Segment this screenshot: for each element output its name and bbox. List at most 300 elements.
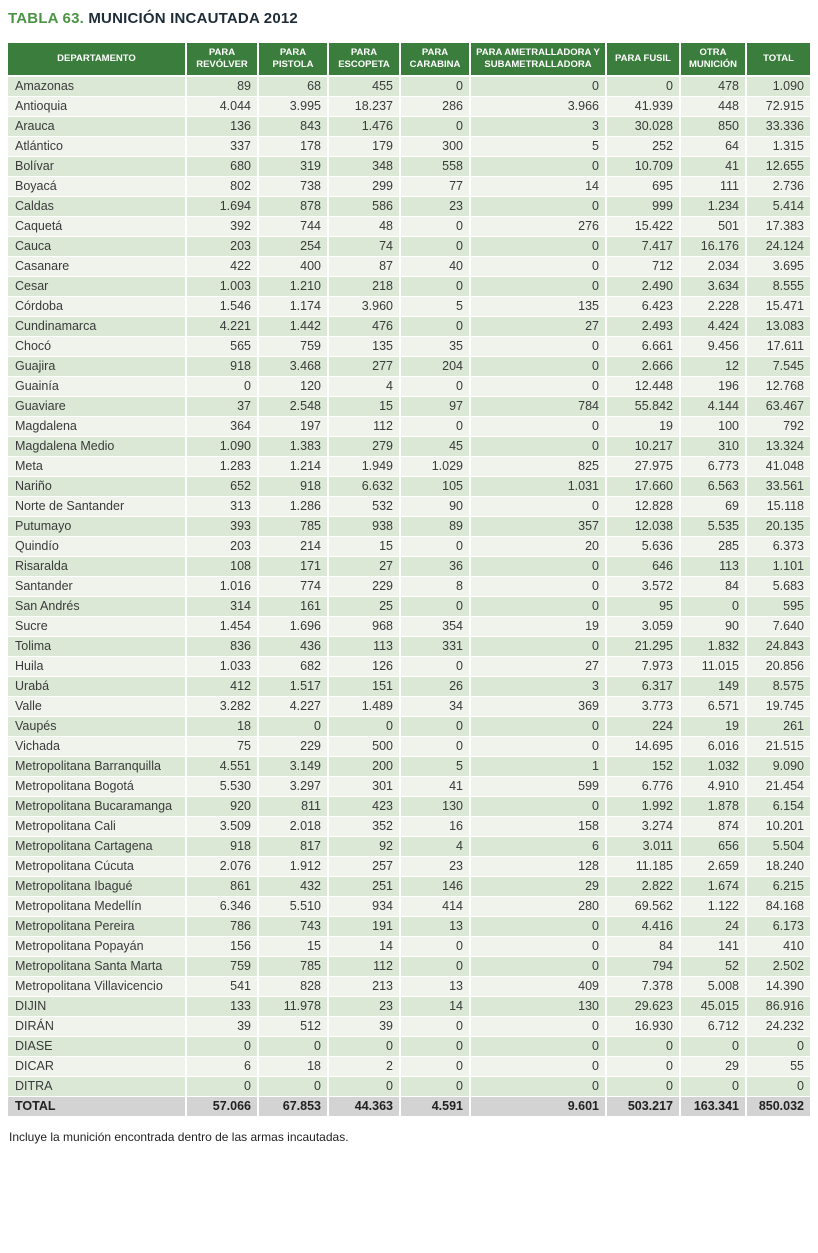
value-cell: 4.227 [258, 696, 328, 716]
value-cell: 599 [470, 776, 606, 796]
value-cell: 84 [606, 936, 680, 956]
value-cell: 1 [470, 756, 606, 776]
value-cell: 1.174 [258, 296, 328, 316]
value-cell: 920 [186, 796, 258, 816]
department-cell: Amazonas [8, 76, 186, 96]
department-cell: DIRÁN [8, 1016, 186, 1036]
value-cell: 30.028 [606, 116, 680, 136]
value-cell: 1.315 [746, 136, 810, 156]
table-row [8, 696, 810, 716]
value-cell: 785 [258, 516, 328, 536]
value-cell: 0 [470, 956, 606, 976]
value-cell: 968 [328, 616, 400, 636]
value-cell: 0 [470, 356, 606, 376]
value-cell: 113 [328, 636, 400, 656]
department-cell: Metropolitana Santa Marta [8, 956, 186, 976]
value-cell: 817 [258, 836, 328, 856]
value-cell: 0 [400, 376, 470, 396]
value-cell: 310 [680, 436, 746, 456]
value-cell: 0 [470, 1076, 606, 1096]
value-cell: 3.995 [258, 96, 328, 116]
value-cell: 0 [606, 1036, 680, 1056]
value-cell: 422 [186, 256, 258, 276]
value-cell: 45 [400, 436, 470, 456]
value-cell: 1.832 [680, 636, 746, 656]
value-cell: 0 [186, 376, 258, 396]
value-cell: 163.341 [680, 1096, 746, 1116]
table-row [8, 216, 810, 236]
table-row [8, 1016, 810, 1036]
value-cell: 595 [746, 596, 810, 616]
value-cell: 409 [470, 976, 606, 996]
value-cell: 448 [680, 96, 746, 116]
value-cell: 412 [186, 676, 258, 696]
table-row [8, 636, 810, 656]
value-cell: 64 [680, 136, 746, 156]
value-cell: 6.215 [746, 876, 810, 896]
value-cell: 1.016 [186, 576, 258, 596]
department-cell: Nariño [8, 476, 186, 496]
value-cell: 918 [258, 476, 328, 496]
department-cell: Metropolitana Cúcuta [8, 856, 186, 876]
value-cell: 0 [470, 916, 606, 936]
value-cell: 2.502 [746, 956, 810, 976]
value-cell: 3.634 [680, 276, 746, 296]
value-cell: 15.118 [746, 496, 810, 516]
table-row [8, 276, 810, 296]
value-cell: 89 [400, 516, 470, 536]
department-cell: Quindío [8, 536, 186, 556]
table-row [8, 376, 810, 396]
value-cell: 352 [328, 816, 400, 836]
column-header-0: DEPARTAMENTO [8, 43, 186, 76]
value-cell: 41 [400, 776, 470, 796]
value-cell: 203 [186, 236, 258, 256]
value-cell: 1.696 [258, 616, 328, 636]
value-cell: 512 [258, 1016, 328, 1036]
table-row [8, 96, 810, 116]
value-cell: 112 [328, 956, 400, 976]
value-cell: 436 [258, 636, 328, 656]
department-cell: Putumayo [8, 516, 186, 536]
table-row [8, 976, 810, 996]
value-cell: 20.856 [746, 656, 810, 676]
value-cell: 6.373 [746, 536, 810, 556]
value-cell: 2.076 [186, 856, 258, 876]
department-cell: DICAR [8, 1056, 186, 1076]
value-cell: 196 [680, 376, 746, 396]
value-cell: 37 [186, 396, 258, 416]
value-cell: 532 [328, 496, 400, 516]
value-cell: 652 [186, 476, 258, 496]
value-cell: 0 [400, 236, 470, 256]
department-cell: Arauca [8, 116, 186, 136]
value-cell: 1.546 [186, 296, 258, 316]
value-cell: 3.509 [186, 816, 258, 836]
value-cell: 213 [328, 976, 400, 996]
value-cell: 4.221 [186, 316, 258, 336]
value-cell: 0 [746, 1036, 810, 1056]
value-cell: 0 [606, 1056, 680, 1076]
value-cell: 1.489 [328, 696, 400, 716]
value-cell: 0 [470, 236, 606, 256]
value-cell: 1.878 [680, 796, 746, 816]
column-header-4: PARA CARABINA [400, 43, 470, 76]
department-cell: Santander [8, 576, 186, 596]
value-cell: 850 [680, 116, 746, 136]
value-cell: 3 [470, 116, 606, 136]
value-cell: 178 [258, 136, 328, 156]
value-cell: 792 [746, 416, 810, 436]
value-cell: 133 [186, 996, 258, 1016]
value-cell: 2 [328, 1056, 400, 1076]
value-cell: 0 [400, 1056, 470, 1076]
value-cell: 15 [258, 936, 328, 956]
value-cell: 3.468 [258, 356, 328, 376]
value-cell: 1.454 [186, 616, 258, 636]
value-cell: 1.442 [258, 316, 328, 336]
department-cell: Metropolitana Popayán [8, 936, 186, 956]
value-cell: 27 [470, 656, 606, 676]
column-header-2: PARA PISTOLA [258, 43, 328, 76]
value-cell: 0 [400, 1016, 470, 1036]
value-cell: 759 [258, 336, 328, 356]
value-cell: 1.090 [186, 436, 258, 456]
department-cell: Meta [8, 456, 186, 476]
value-cell: 0 [746, 1076, 810, 1096]
value-cell: 5 [470, 136, 606, 156]
value-cell: 20.135 [746, 516, 810, 536]
value-cell: 48 [328, 216, 400, 236]
value-cell: 0 [258, 1036, 328, 1056]
value-cell: 141 [680, 936, 746, 956]
value-cell: 44.363 [328, 1096, 400, 1116]
value-cell: 6.773 [680, 456, 746, 476]
value-cell: 6.173 [746, 916, 810, 936]
value-cell: 5.636 [606, 536, 680, 556]
value-cell: 41 [680, 156, 746, 176]
value-cell: 3 [470, 676, 606, 696]
value-cell: 874 [680, 816, 746, 836]
value-cell: 999 [606, 196, 680, 216]
value-cell: 3.149 [258, 756, 328, 776]
footnote: Incluye la munición encontrada dentro de las armas incautadas. [9, 1129, 349, 1144]
value-cell: 4.551 [186, 756, 258, 776]
value-cell: 0 [400, 656, 470, 676]
value-cell: 0 [606, 76, 680, 96]
value-cell: 785 [258, 956, 328, 976]
value-cell: 850.032 [746, 1096, 810, 1116]
value-cell: 74 [328, 236, 400, 256]
value-cell: 432 [258, 876, 328, 896]
value-cell: 171 [258, 556, 328, 576]
value-cell: 21.515 [746, 736, 810, 756]
value-cell: 0 [470, 576, 606, 596]
value-cell: 29.623 [606, 996, 680, 1016]
value-cell: 1.283 [186, 456, 258, 476]
value-cell: 348 [328, 156, 400, 176]
value-cell: 2.666 [606, 356, 680, 376]
department-cell: Sucre [8, 616, 186, 636]
value-cell: 5.530 [186, 776, 258, 796]
value-cell: 861 [186, 876, 258, 896]
value-cell: 1.949 [328, 456, 400, 476]
column-header-5: PARA AMETRALLADORA Y SUBAMETRALLADORA [470, 43, 606, 76]
value-cell: 16 [400, 816, 470, 836]
value-cell: 0 [470, 1036, 606, 1056]
value-cell: 41.939 [606, 96, 680, 116]
value-cell: 218 [328, 276, 400, 296]
table-row [8, 836, 810, 856]
value-cell: 197 [258, 416, 328, 436]
value-cell: 682 [258, 656, 328, 676]
table-row [8, 856, 810, 876]
value-cell: 18 [258, 1056, 328, 1076]
value-cell: 100 [680, 416, 746, 436]
value-cell: 759 [186, 956, 258, 976]
value-cell: 112 [328, 416, 400, 436]
department-cell: Metropolitana Bogotá [8, 776, 186, 796]
value-cell: 29 [680, 1056, 746, 1076]
value-cell: 0 [186, 1076, 258, 1096]
value-cell: 3.282 [186, 696, 258, 716]
table-row [8, 296, 810, 316]
value-cell: 10.709 [606, 156, 680, 176]
value-cell: 1.214 [258, 456, 328, 476]
value-cell: 393 [186, 516, 258, 536]
department-cell: Risaralda [8, 556, 186, 576]
department-cell: TOTAL [8, 1096, 186, 1116]
value-cell: 86.916 [746, 996, 810, 1016]
value-cell: 414 [400, 896, 470, 916]
column-header-6: PARA FUSIL [606, 43, 680, 76]
value-cell: 738 [258, 176, 328, 196]
table-row [8, 316, 810, 336]
value-cell: 92 [328, 836, 400, 856]
department-cell: Guaviare [8, 396, 186, 416]
value-cell: 500 [328, 736, 400, 756]
department-cell: Metropolitana Medellín [8, 896, 186, 916]
value-cell: 0 [400, 736, 470, 756]
value-cell: 285 [680, 536, 746, 556]
table-row [8, 516, 810, 536]
value-cell: 52 [680, 956, 746, 976]
value-cell: 3.059 [606, 616, 680, 636]
value-cell: 774 [258, 576, 328, 596]
department-cell: Casanare [8, 256, 186, 276]
value-cell: 1.101 [746, 556, 810, 576]
table-row [8, 436, 810, 456]
department-cell: Metropolitana Barranquilla [8, 756, 186, 776]
value-cell: 6.571 [680, 696, 746, 716]
table-row [8, 256, 810, 276]
value-cell: 646 [606, 556, 680, 576]
table-row [8, 236, 810, 256]
value-cell: 6.154 [746, 796, 810, 816]
value-cell: 1.122 [680, 896, 746, 916]
value-cell: 5.008 [680, 976, 746, 996]
value-cell: 0 [470, 256, 606, 276]
department-cell: Vichada [8, 736, 186, 756]
department-cell: Vaupés [8, 716, 186, 736]
value-cell: 918 [186, 356, 258, 376]
value-cell: 5.504 [746, 836, 810, 856]
value-cell: 319 [258, 156, 328, 176]
value-cell: 7.640 [746, 616, 810, 636]
table-row [8, 676, 810, 696]
value-cell: 586 [328, 196, 400, 216]
value-cell: 75 [186, 736, 258, 756]
value-cell: 1.517 [258, 676, 328, 696]
value-cell: 4.591 [400, 1096, 470, 1116]
value-cell: 0 [470, 416, 606, 436]
value-cell: 313 [186, 496, 258, 516]
value-cell: 0 [400, 316, 470, 336]
value-cell: 128 [470, 856, 606, 876]
value-cell: 3.274 [606, 816, 680, 836]
value-cell: 794 [606, 956, 680, 976]
value-cell: 1.476 [328, 116, 400, 136]
value-cell: 0 [258, 1076, 328, 1096]
table-row [8, 136, 810, 156]
value-cell: 17.660 [606, 476, 680, 496]
value-cell: 410 [746, 936, 810, 956]
value-cell: 6.632 [328, 476, 400, 496]
value-cell: 18.240 [746, 856, 810, 876]
value-cell: 14 [400, 996, 470, 1016]
value-cell: 254 [258, 236, 328, 256]
department-cell: Tolima [8, 636, 186, 656]
value-cell: 20 [470, 536, 606, 556]
value-cell: 10.201 [746, 816, 810, 836]
ammunition-table [8, 43, 810, 1117]
department-cell: Metropolitana Cali [8, 816, 186, 836]
department-cell: Metropolitana Villavicencio [8, 976, 186, 996]
value-cell: 15.422 [606, 216, 680, 236]
value-cell: 6.661 [606, 336, 680, 356]
value-cell: 0 [400, 536, 470, 556]
department-cell: Urabá [8, 676, 186, 696]
department-cell: Metropolitana Cartagena [8, 836, 186, 856]
value-cell: 63.467 [746, 396, 810, 416]
value-cell: 331 [400, 636, 470, 656]
table-row [8, 1036, 810, 1056]
department-cell: Metropolitana Ibagué [8, 876, 186, 896]
table-row [8, 556, 810, 576]
value-cell: 301 [328, 776, 400, 796]
value-cell: 0 [400, 216, 470, 236]
value-cell: 802 [186, 176, 258, 196]
table-row [8, 936, 810, 956]
value-cell: 12.828 [606, 496, 680, 516]
department-cell: DIASE [8, 1036, 186, 1056]
value-cell: 5.510 [258, 896, 328, 916]
value-cell: 200 [328, 756, 400, 776]
value-cell: 7.417 [606, 236, 680, 256]
value-cell: 300 [400, 136, 470, 156]
value-cell: 14.390 [746, 976, 810, 996]
value-cell: 4.424 [680, 316, 746, 336]
value-cell: 6.016 [680, 736, 746, 756]
value-cell: 934 [328, 896, 400, 916]
value-cell: 27 [328, 556, 400, 576]
value-cell: 0 [470, 196, 606, 216]
value-cell: 12 [680, 356, 746, 376]
value-cell: 784 [470, 396, 606, 416]
value-cell: 825 [470, 456, 606, 476]
table-header-row [8, 43, 810, 76]
table-row [8, 176, 810, 196]
department-cell: San Andrés [8, 596, 186, 616]
department-cell: Antioquia [8, 96, 186, 116]
value-cell: 84.168 [746, 896, 810, 916]
value-cell: 0 [328, 1036, 400, 1056]
page-title [8, 10, 810, 27]
value-cell: 4 [400, 836, 470, 856]
value-cell: 3.960 [328, 296, 400, 316]
value-cell: 455 [328, 76, 400, 96]
value-cell: 21.295 [606, 636, 680, 656]
value-cell: 2.018 [258, 816, 328, 836]
value-cell: 14.695 [606, 736, 680, 756]
value-cell: 843 [258, 116, 328, 136]
value-cell: 204 [400, 356, 470, 376]
value-cell: 1.992 [606, 796, 680, 816]
value-cell: 89 [186, 76, 258, 96]
value-cell: 156 [186, 936, 258, 956]
value-cell: 23 [400, 856, 470, 876]
value-cell: 6 [186, 1056, 258, 1076]
department-cell: Caldas [8, 196, 186, 216]
value-cell: 23 [400, 196, 470, 216]
value-cell: 179 [328, 136, 400, 156]
value-cell: 19 [606, 416, 680, 436]
value-cell: 0 [470, 156, 606, 176]
value-cell: 0 [470, 276, 606, 296]
value-cell: 10.217 [606, 436, 680, 456]
value-cell: 17.611 [746, 336, 810, 356]
value-cell: 12.038 [606, 516, 680, 536]
department-cell: DIJIN [8, 996, 186, 1016]
value-cell: 5.535 [680, 516, 746, 536]
value-cell: 13 [400, 916, 470, 936]
value-cell: 1.003 [186, 276, 258, 296]
value-cell: 39 [328, 1016, 400, 1036]
value-cell: 6.423 [606, 296, 680, 316]
table-row [8, 116, 810, 136]
table-row [8, 336, 810, 356]
department-cell: Chocó [8, 336, 186, 356]
department-cell: Córdoba [8, 296, 186, 316]
value-cell: 337 [186, 136, 258, 156]
value-cell: 17.383 [746, 216, 810, 236]
value-cell: 299 [328, 176, 400, 196]
value-cell: 16.930 [606, 1016, 680, 1036]
value-cell: 1.090 [746, 76, 810, 96]
table-row [8, 1056, 810, 1076]
value-cell: 8.555 [746, 276, 810, 296]
value-cell: 2.822 [606, 876, 680, 896]
value-cell: 786 [186, 916, 258, 936]
value-cell: 1.029 [400, 456, 470, 476]
value-cell: 67.853 [258, 1096, 328, 1116]
value-cell: 18 [186, 716, 258, 736]
value-cell: 27.975 [606, 456, 680, 476]
value-cell: 695 [606, 176, 680, 196]
value-cell: 6.776 [606, 776, 680, 796]
value-cell: 5.683 [746, 576, 810, 596]
value-cell: 680 [186, 156, 258, 176]
